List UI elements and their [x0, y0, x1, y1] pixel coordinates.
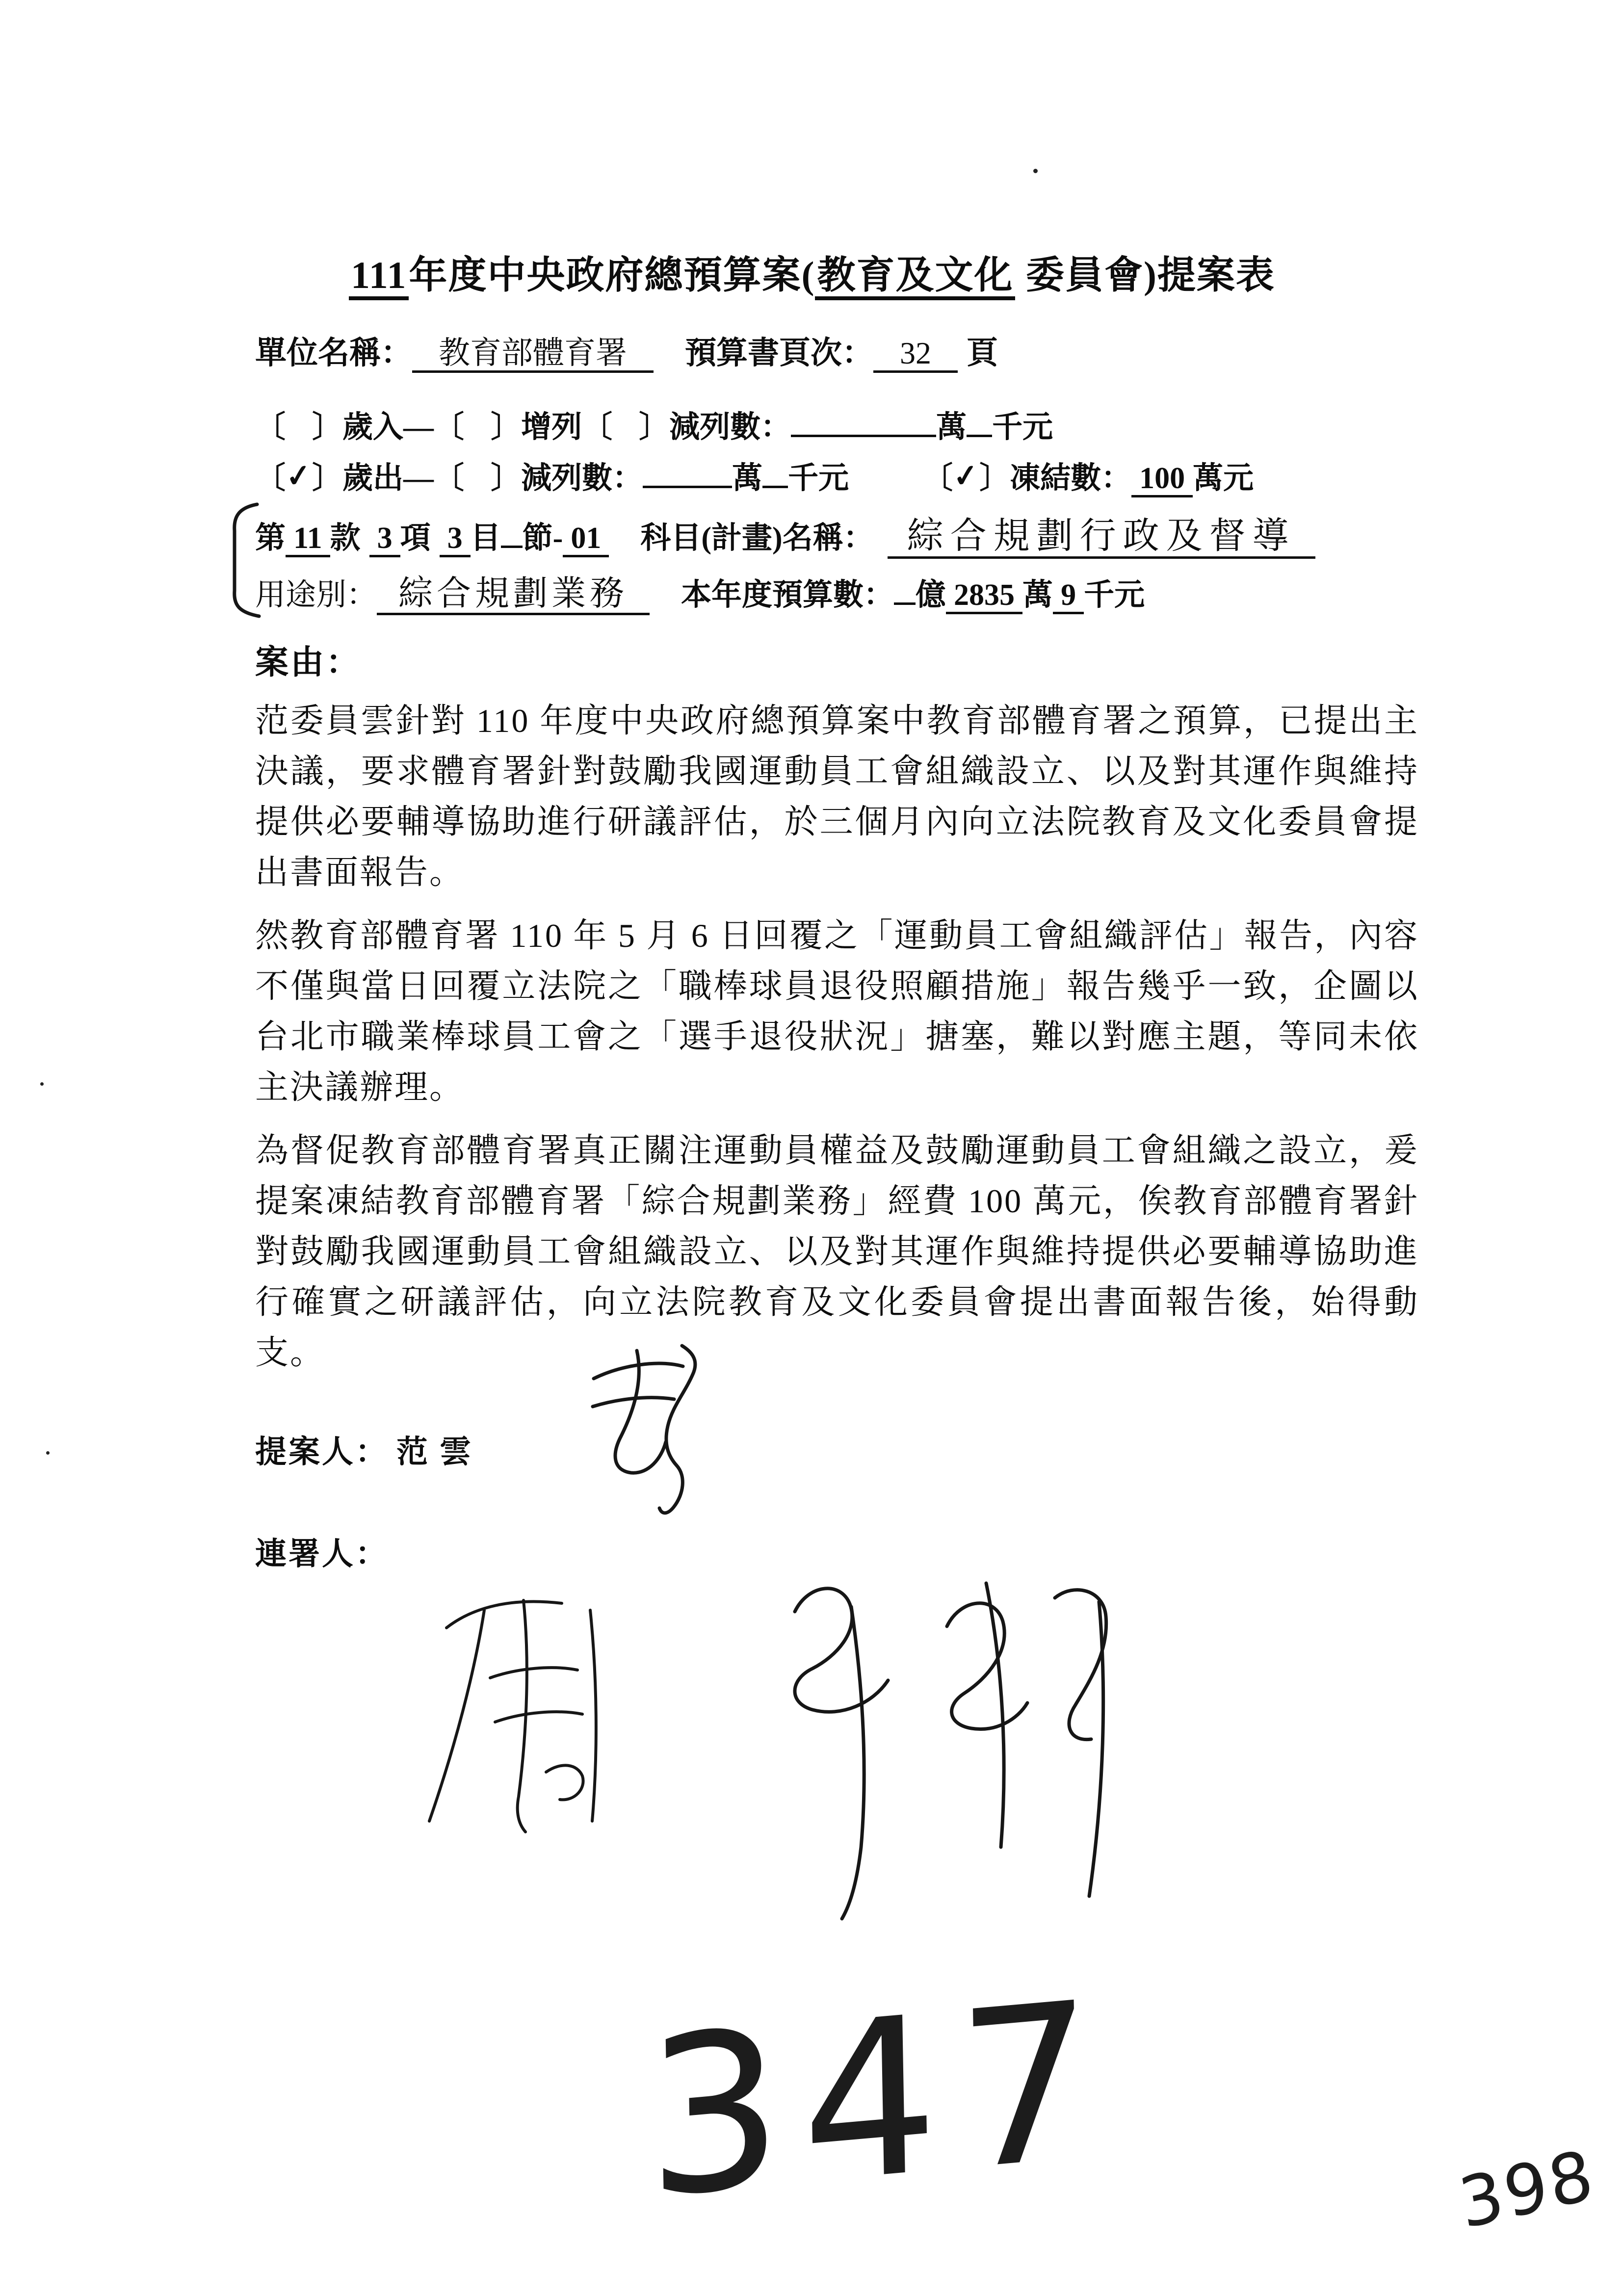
signature-proposer-fan-yun — [520, 1332, 756, 1538]
bracket-left: 〔 — [582, 411, 613, 444]
unit-value: 教育部體育署 — [412, 336, 654, 373]
bracket-right: 〕 — [491, 411, 522, 444]
decrease-label: 減列數： — [669, 411, 791, 444]
case-paragraph-3: 為督促教育部體育署真正關注運動員權益及鼓勵運動員工會組織之設立，爰提案凍結教育部體育署「綜合規劃業務」經費 100 萬元，俟教育部體育署針對鼓勵我國運動員工會組織設立、以及對其運作與維持提供必要輔導協助進行確實之研議評估，向立法院教育及文化委員會提出書面報告後，始得動支。 — [255, 1132, 1419, 1371]
bracket-left: 〔 — [434, 411, 465, 444]
kuan-value: 11 — [286, 522, 330, 557]
case-body — [255, 696, 1419, 1391]
handwritten-number-347-icon — [608, 1943, 1115, 2286]
unit-qianyuan: 千元 — [992, 411, 1053, 444]
cosigner-row — [255, 1529, 389, 1574]
bracket-right: 〕 — [979, 462, 1010, 495]
bracket-left: 〔 — [255, 462, 286, 495]
kuan-label: 第 — [255, 522, 286, 555]
unit-row — [255, 328, 998, 373]
checkbox-increase — [434, 411, 521, 444]
bracket-left: 〔 — [434, 462, 465, 495]
subject-value: 綜合規劃行政及督導 — [888, 516, 1315, 559]
proposer-row — [255, 1427, 473, 1472]
mu-unit: 目 — [470, 522, 501, 555]
expenditure-row — [255, 453, 1254, 497]
unit-wan: 萬 — [732, 462, 763, 495]
case-paragraph-2: 然教育部體育署 110 年 5 月 6 日回覆之「運動員工會組織評估」報告，內容不僅與當日回覆立法院之「職棒球員退役照顧措施」報告幾乎一致，企圖以台北市職業棒球員工會之「選手退役狀況」搪塞，難以對應主題，等同未依主決議辦理。 — [255, 917, 1419, 1106]
bracket-left: 〔 — [922, 462, 953, 495]
blank-amount-qian — [762, 457, 788, 488]
bracket-right: 〕 — [639, 411, 670, 444]
document-title — [0, 244, 1624, 299]
blank-amount-wan — [791, 406, 936, 437]
handwritten-page-number: 347 — [644, 1953, 1115, 2246]
cosigner-label: 連署人： — [255, 1537, 389, 1571]
unit-qian: 千元 — [1084, 578, 1145, 612]
unit-label: 單位名稱： — [255, 336, 412, 370]
page-index-label: 預算書頁次： — [685, 336, 873, 370]
budget-qian-value: 9 — [1053, 578, 1084, 614]
checkmark-decrease-expenditure — [464, 485, 491, 488]
checkbox-expenditure — [255, 458, 343, 495]
freeze-unit: 萬元 — [1193, 462, 1254, 495]
bracket-right: 〕 — [491, 462, 522, 495]
checkmark-revenue — [286, 434, 312, 437]
usage-row — [255, 566, 1145, 615]
annual-budget-label: 本年度預算數： — [681, 578, 894, 612]
case-heading: 案由： — [255, 644, 362, 681]
unit-qianyuan: 千元 — [788, 462, 849, 495]
title-committee: 教育及文化 — [815, 254, 1015, 300]
budget-classification-row — [255, 507, 1315, 559]
unit-wan: 萬 — [1022, 578, 1053, 612]
checkbox-freeze — [922, 458, 1010, 495]
freeze-label: 凍結數： — [1010, 462, 1132, 495]
bracket-left: 〔 — [255, 411, 286, 444]
title-part2: 委員會)提案表 — [1015, 254, 1275, 296]
usage-value: 綜合規劃業務 — [377, 575, 650, 615]
xiang-unit: 項 — [400, 522, 431, 555]
dash: — — [403, 411, 434, 444]
subject-label: 科目(計畫)名稱： — [640, 522, 874, 555]
kuan-unit: 款 — [330, 522, 361, 555]
blank-yi — [894, 574, 916, 605]
bracket-right: 〕 — [312, 411, 343, 444]
jie-label: 節- — [522, 522, 563, 555]
scan-speck — [46, 1451, 50, 1455]
unit-wan: 萬 — [936, 411, 967, 444]
handwritten-number-398-icon — [1445, 2135, 1607, 2262]
checkbox-revenue — [255, 411, 342, 444]
checkmark-decrease-revenue — [612, 434, 639, 437]
signature-cosigner-2 — [711, 1553, 1153, 1945]
signature-cosigner-1 — [400, 1565, 655, 1840]
checkbox-decrease-expenditure — [434, 462, 521, 495]
decrease-label: 減列數： — [521, 462, 643, 495]
page-unit: 頁 — [967, 336, 998, 370]
checkmark-expenditure: ✓ — [284, 458, 314, 495]
scan-speck — [40, 1082, 44, 1086]
increase-label: 增列 — [521, 411, 582, 444]
checkmark-increase — [464, 434, 491, 437]
revenue-row — [255, 402, 1053, 446]
bracket-right: 〕 — [312, 462, 343, 495]
mu-value: 3 — [440, 522, 471, 557]
budget-wan-value: 2835 — [946, 578, 1022, 614]
checkbox-decrease-revenue — [582, 411, 669, 444]
proposer-name: 范 雲 — [396, 1435, 473, 1469]
freeze-value: 100 — [1131, 462, 1193, 497]
blank-amount-wan — [643, 457, 732, 488]
xiang-value: 3 — [369, 522, 400, 557]
title-year: 111 — [349, 254, 409, 300]
blank-jie — [501, 517, 523, 548]
case-paragraph-1: 范委員雲針對 110 年度中央政府總預算案中教育部體育署之預算，已提出主決議，要求體育署針對鼓勵我國運動員工會組織設立、以及對其運作與維持提供必要輔導協助進行研議評估，於三個月內向立法院教育及文化委員會提出書面報告。 — [255, 702, 1419, 891]
revenue-label: 歲入 — [342, 411, 404, 444]
title-part1: 年度中央政府總預算案( — [409, 254, 815, 296]
unit-yi: 億 — [916, 578, 946, 612]
expenditure-label: 歲出 — [342, 462, 404, 495]
dash: — — [403, 462, 434, 495]
handwritten-corner-number: 398 — [1453, 2135, 1601, 2245]
checkmark-freeze: ✓ — [951, 458, 981, 495]
usage-label: 用途別： — [255, 578, 377, 612]
blank-amount-qian — [967, 406, 992, 437]
proposer-label: 提案人： — [255, 1435, 389, 1469]
jie-value: 01 — [563, 522, 609, 557]
page-index-value: 32 — [873, 336, 958, 373]
scan-speck — [1033, 169, 1038, 173]
